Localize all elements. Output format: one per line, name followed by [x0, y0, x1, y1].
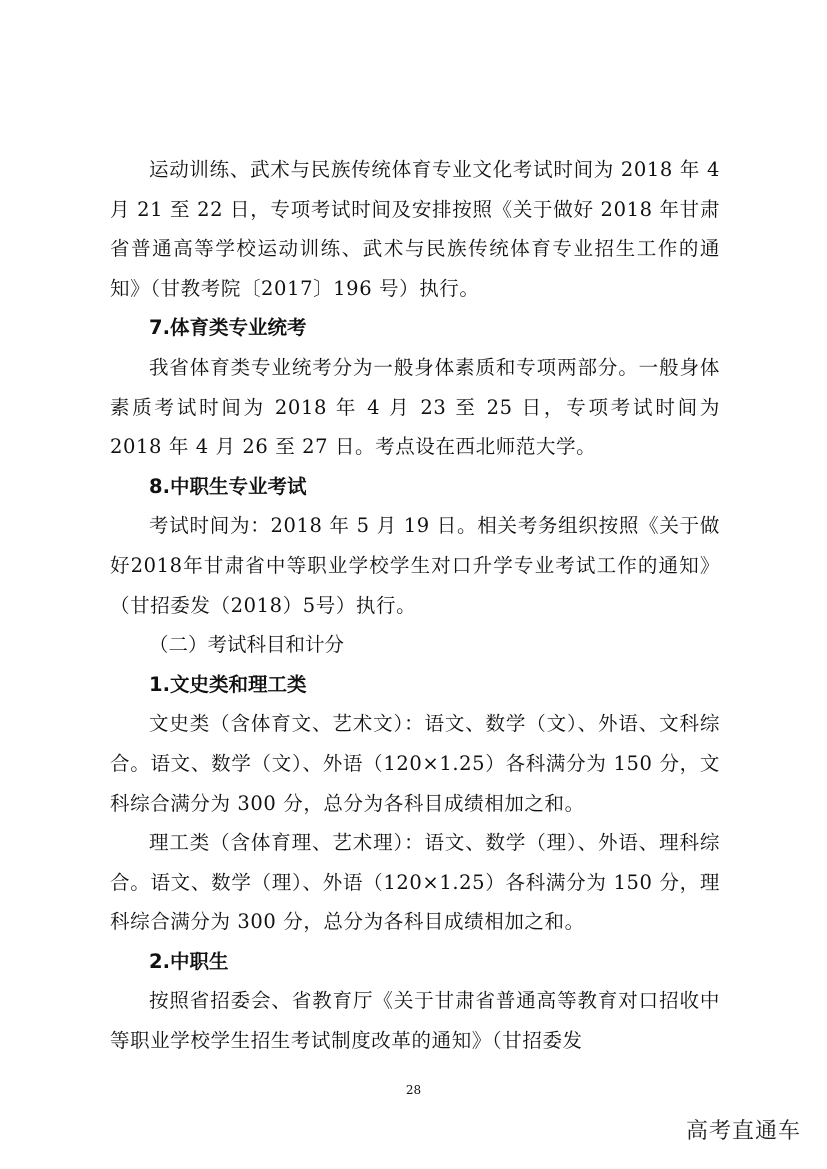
paragraph-vocational-exam: 考试时间为：2018 年 5 月 19 日。相关考务组织按照《关于做好2018年甘肃省中等职业学校学生对口升学专业考试工作的通知》（甘招委发（2018）5号）执行。	[110, 514, 720, 617]
heading-liberal-science: 1.文史类和理工类	[149, 672, 307, 696]
page-number: 28	[405, 1083, 422, 1097]
paragraph-science-engineering: 理工类（含体育理、艺术理）：语文、数学（理）、外语、理科综合。语文、数学（理）、外语（120×1.25）各科满分为 150 分，理科综合满分为 300 分，总分为各科目成绩相加之和。	[110, 831, 720, 934]
paragraph-vocational-students: 按照省招委会、省教育厅《关于甘肃省普通高等教育对口招收中等职业学校学生招生考试制度改革的通知》（甘招委发	[110, 989, 720, 1053]
heading-vocational-students: 2.中职生	[149, 949, 229, 973]
section-heading-subjects-scoring: （二）考试科目和计分	[149, 633, 345, 657]
paragraph-pe-unified-exam: 我省体育类专业统考分为一般身体素质和专项两部分。一般身体素质考试时间为 2018 年 4 月 23 至 25 日，专项考试时间为 2018 年 4 月 26 至 27 日。考点设在西北师范大学。	[110, 355, 720, 459]
document-body	[110, 150, 720, 1061]
watermark: 高考直通车	[685, 1119, 801, 1144]
paragraph-sports-training-exam: 运动训练、武术与民族传统体育专业文化考试时间为 2018 年 4 月 21 至 22 日，专项考试时间及安排按照《关于做好 2018 年甘肃省普通高等学校运动训练、武术与民族传统体育专业招生工作的通知》（甘教考院〔2017〕196 号）执行。	[110, 158, 720, 300]
heading-vocational-exam: 8.中职生专业考试	[149, 474, 307, 498]
paragraph-liberal-arts: 文史类（含体育文、艺术文）：语文、数学（文）、外语、文科综合。语文、数学（文）、外语（120×1.25）各科满分为 150 分，文科综合满分为 300 分，总分为各科目成绩相加之和。	[110, 712, 720, 815]
heading-pe-unified-exam: 7.体育类专业统考	[149, 316, 307, 340]
